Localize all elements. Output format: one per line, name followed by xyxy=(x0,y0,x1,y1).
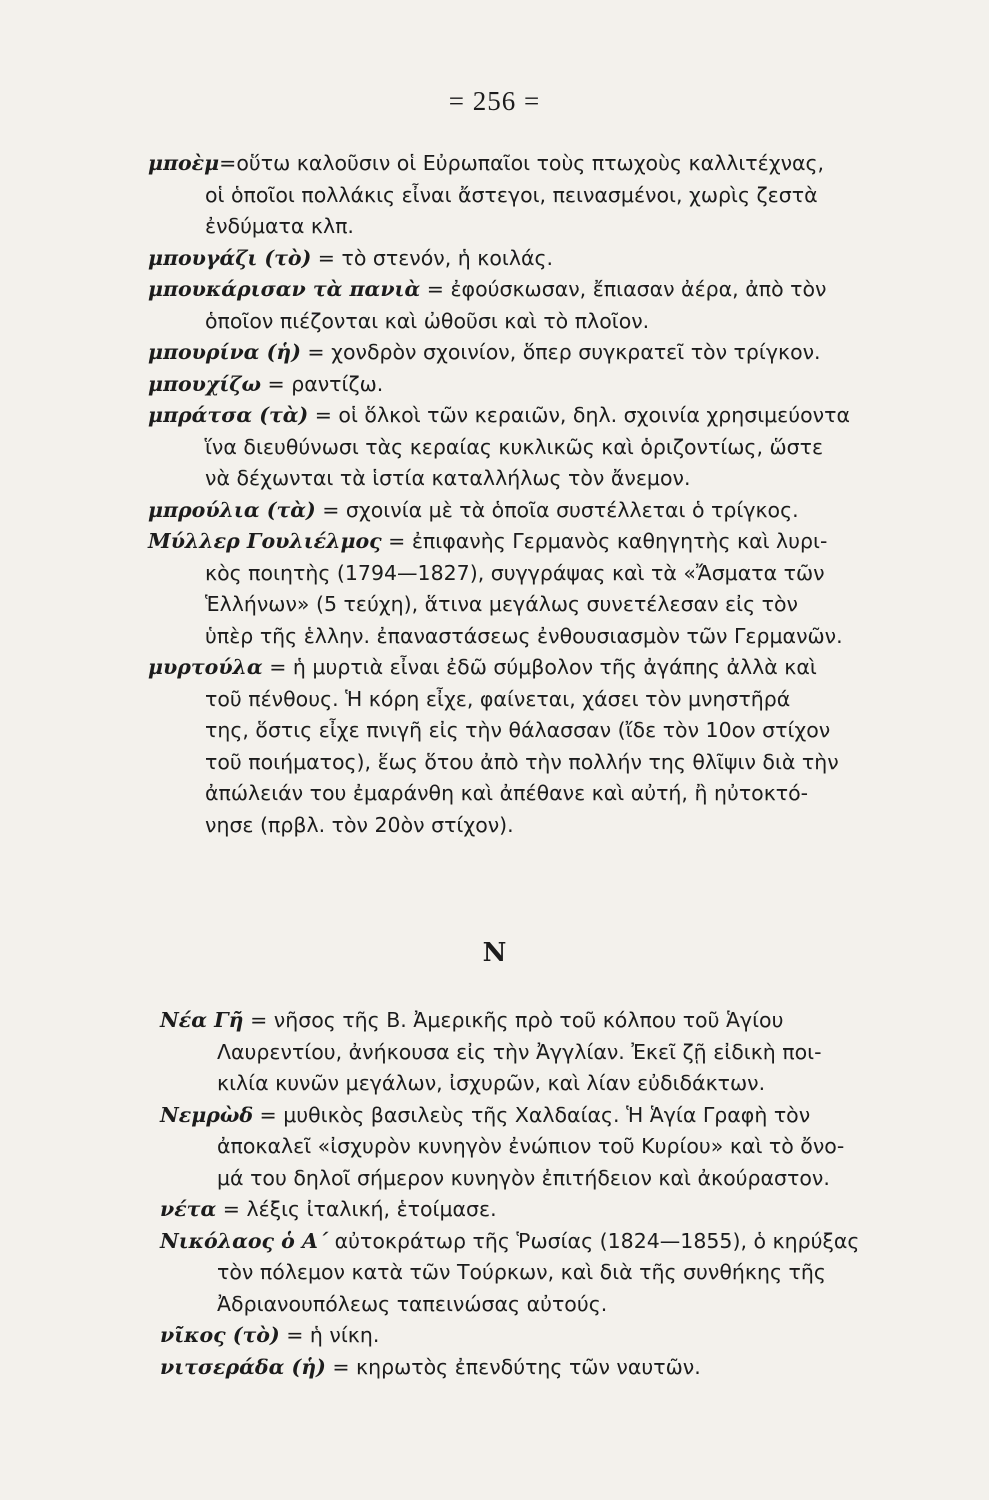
entry-term: μπουχίζω xyxy=(148,371,261,396)
page-number: = 256 = xyxy=(448,86,541,116)
entry-term: μπουκάρισαν τὰ πανιὰ xyxy=(148,277,421,301)
entry-text: = ἡ μυρτιὰ εἶναι ἐδῶ σύμβολον τῆς ἀγάπης ἀλλὰ καὶ xyxy=(262,655,817,679)
entry-term: νῖκος (τὸ) xyxy=(160,1323,280,1347)
entry-line xyxy=(0,306,989,338)
entry-text: = ραντίζω. xyxy=(260,371,384,396)
glossary-entry xyxy=(0,337,989,369)
entry-line xyxy=(0,369,989,401)
entry-line xyxy=(0,180,989,212)
entry-line xyxy=(0,747,989,779)
entry-text: = οἱ ὅλκοὶ τῶν κεραιῶν, δηλ. σχοινία χρησιμεύοντα xyxy=(308,403,850,427)
entry-line xyxy=(0,684,989,716)
entry-text: = χονδρὸν σχοινίον, ὅπερ συγκρατεῖ τὸν τρίγκον. xyxy=(300,340,821,364)
entry-line xyxy=(0,558,989,590)
entry-line xyxy=(0,1289,989,1321)
entry-term: μπρούλια (τὰ) xyxy=(148,497,316,522)
entry-line xyxy=(0,589,989,621)
entry-term: Νεμρὼδ xyxy=(160,1102,254,1127)
entry-term: μπουγάζι (τὸ) xyxy=(148,245,312,270)
glossary-entries-m xyxy=(0,148,989,841)
entry-line xyxy=(0,432,989,464)
entry-line xyxy=(0,1226,989,1258)
glossary-entry xyxy=(0,243,989,275)
glossary-entry xyxy=(0,1352,989,1384)
entry-line xyxy=(0,1352,989,1384)
entry-line xyxy=(0,243,989,275)
entry-term: νιτσεράδα (ἡ) xyxy=(160,1354,326,1379)
entry-term: μπουρίνα (ἡ) xyxy=(148,340,301,364)
entry-line xyxy=(0,400,989,432)
entry-text: τὸν πόλεμον κατὰ τῶν Τούρκων, καὶ διὰ τῆς συνθήκης τῆς xyxy=(217,1260,826,1284)
entry-text: ὑπὲρ τῆς ἑλλην. ἐπαναστάσεως ἐνθουσιασμὸν τῶν Γερμανῶν. xyxy=(205,623,843,648)
entry-text: κὸς ποιητὴς (1794—1827), συγγράψας καὶ τὰ «Ἄσματα τῶν xyxy=(205,560,825,585)
entry-text: = ἡ νίκη. xyxy=(279,1323,380,1347)
entry-text: νησε (πρβλ. τὸν 20ὸν στίχον). xyxy=(205,812,514,837)
entry-text: οἱ ὁποῖοι πολλάκις εἶναι ἄστεγοι, πεινασμένοι, χωρὶς ζεστὰ xyxy=(205,182,818,207)
entry-line xyxy=(0,1005,989,1037)
entry-term: μπράτσα (τὰ) xyxy=(148,403,309,427)
entry-text: μά του δηλοῖ σήμερον κυνηγὸν ἐπιτήδειον καὶ ἀκούραστον. xyxy=(217,1165,830,1190)
entry-text: = σχοινία μὲ τὰ ὁποῖα συστέλλεται ὁ τρίγκος. xyxy=(315,497,799,522)
entry-text: Ἀδριανουπόλεως ταπεινώσας αὐτούς. xyxy=(217,1291,608,1316)
entry-text: = νῆσος τῆς Β. Ἀμερικῆς πρὸ τοῦ κόλπου τοῦ Ἁγίου xyxy=(243,1008,784,1032)
entry-text: Ἑλλήνων» (5 τεύχη), ἅτινα μεγάλως συνετέλεσαν εἰς τὸν xyxy=(205,592,798,616)
entry-line xyxy=(0,715,989,747)
section-letter: Ν xyxy=(482,938,507,968)
entry-text: ὁποῖον πιέζονται καὶ ὠθοῦσι καὶ τὸ πλοῖον. xyxy=(205,308,650,333)
entry-line xyxy=(0,274,989,306)
entry-text: = μυθικὸς βασιλεὺς τῆς Χαλδαίας. Ἡ Ἁγία Γραφὴ τὸν xyxy=(253,1102,811,1127)
entry-line xyxy=(0,495,989,527)
entry-line xyxy=(0,810,989,842)
entry-text: = ἐπιφανὴς Γερμανὸς καθηγητὴς καὶ λυρι- xyxy=(381,529,828,553)
entry-term: νέτα xyxy=(160,1197,217,1221)
entry-line xyxy=(0,1320,989,1352)
glossary-entry xyxy=(0,274,989,337)
glossary-entry xyxy=(0,369,989,401)
entry-text: ἵνα διευθύνωσι τὰς κεραίας κυκλικῶς καὶ ὁριζοντίως, ὥστε xyxy=(205,434,824,459)
entry-line xyxy=(0,1131,989,1163)
entry-term: Νέα Γῆ xyxy=(160,1008,244,1032)
entry-line xyxy=(0,1068,989,1100)
entry-line xyxy=(0,652,989,684)
entry-term: μυρτούλα xyxy=(148,655,263,679)
entry-line xyxy=(0,1037,989,1069)
entry-text: ἀποκαλεῖ «ἰσχυρὸν κυνηγὸν ἐνώπιον τοῦ Κυρίου» καὶ τὸ ὄνο- xyxy=(217,1134,845,1158)
entry-text: ἀπώλειάν του ἐμαράνθη καὶ ἀπέθανε καὶ αὐτή, ἢ ηὐτοκτό- xyxy=(205,781,809,805)
glossary-entry xyxy=(0,1005,989,1100)
entry-line xyxy=(0,1257,989,1289)
entry-text: = τὸ στενόν, ἡ κοιλάς. xyxy=(311,245,554,270)
glossary-entry xyxy=(0,400,989,495)
glossary-entry xyxy=(0,1320,989,1352)
glossary-entry xyxy=(0,652,989,841)
glossary-entries-n xyxy=(0,1005,989,1383)
entry-line xyxy=(0,211,989,243)
entry-term: μποὲμ xyxy=(148,151,220,175)
entry-line xyxy=(0,463,989,495)
entry-text: ἐνδύματα κλπ. xyxy=(205,214,354,238)
entry-text: =οὕτω καλοῦσιν οἱ Εὐρωπαῖοι τοὺς πτωχοὺς καλλιτέχνας, xyxy=(219,151,825,175)
entry-line xyxy=(0,1100,989,1132)
entry-term: Μύλλερ Γουλιέλμος xyxy=(148,529,382,553)
entry-text: κιλία κυνῶν μεγάλων, ἰσχυρῶν, καὶ λίαν εὐδιδάκτων. xyxy=(217,1071,766,1095)
entry-line xyxy=(0,778,989,810)
glossary-entry xyxy=(0,1194,989,1226)
glossary-entry xyxy=(0,1100,989,1195)
entry-text: τοῦ ποιήματος), ἕως ὅτου ἀπὸ τὴν πολλήν της θλῖψιν διὰ τὴν xyxy=(205,749,839,774)
entry-line xyxy=(0,1163,989,1195)
entry-text: = λέξις ἰταλική, ἑτοίμασε. xyxy=(216,1197,497,1221)
entry-line xyxy=(0,1194,989,1226)
entry-line xyxy=(0,621,989,653)
entry-text: = κηρωτὸς ἐπενδύτης τῶν ναυτῶν. xyxy=(325,1354,701,1379)
glossary-entry xyxy=(0,526,989,652)
entry-line xyxy=(0,337,989,369)
entry-text: Λαυρεντίου, ἀνήκουσα εἰς τὴν Ἀγγλίαν. Ἐκεῖ ζῇ εἰδικὴ ποι- xyxy=(217,1039,822,1064)
entry-text: = ἐφούσκωσαν, ἔπιασαν ἀέρα, ἀπὸ τὸν xyxy=(420,277,827,301)
glossary-entry xyxy=(0,495,989,527)
entry-text: αὐτοκράτωρ τῆς Ῥωσίας (1824—1855), ὁ κηρύξας xyxy=(328,1228,860,1253)
entry-text: νὰ δέχωνται τὰ ἱστία καταλλήλως τὸν ἄνεμον. xyxy=(205,466,691,490)
entry-line xyxy=(0,148,989,180)
entry-text: τοῦ πένθους. Ἡ κόρη εἶχε, φαίνεται, χάσει τὸν μνηστῆρά xyxy=(205,686,791,711)
entry-term: Νικόλαος ὁ Α΄ xyxy=(160,1228,329,1253)
glossary-entry xyxy=(0,1226,989,1321)
glossary-entry xyxy=(0,148,989,243)
entry-line xyxy=(0,526,989,558)
entry-text: της, ὅστις εἶχε πνιγῆ εἰς τὴν θάλασσαν (ἴδε τὸν 10ον στίχον xyxy=(205,718,831,742)
